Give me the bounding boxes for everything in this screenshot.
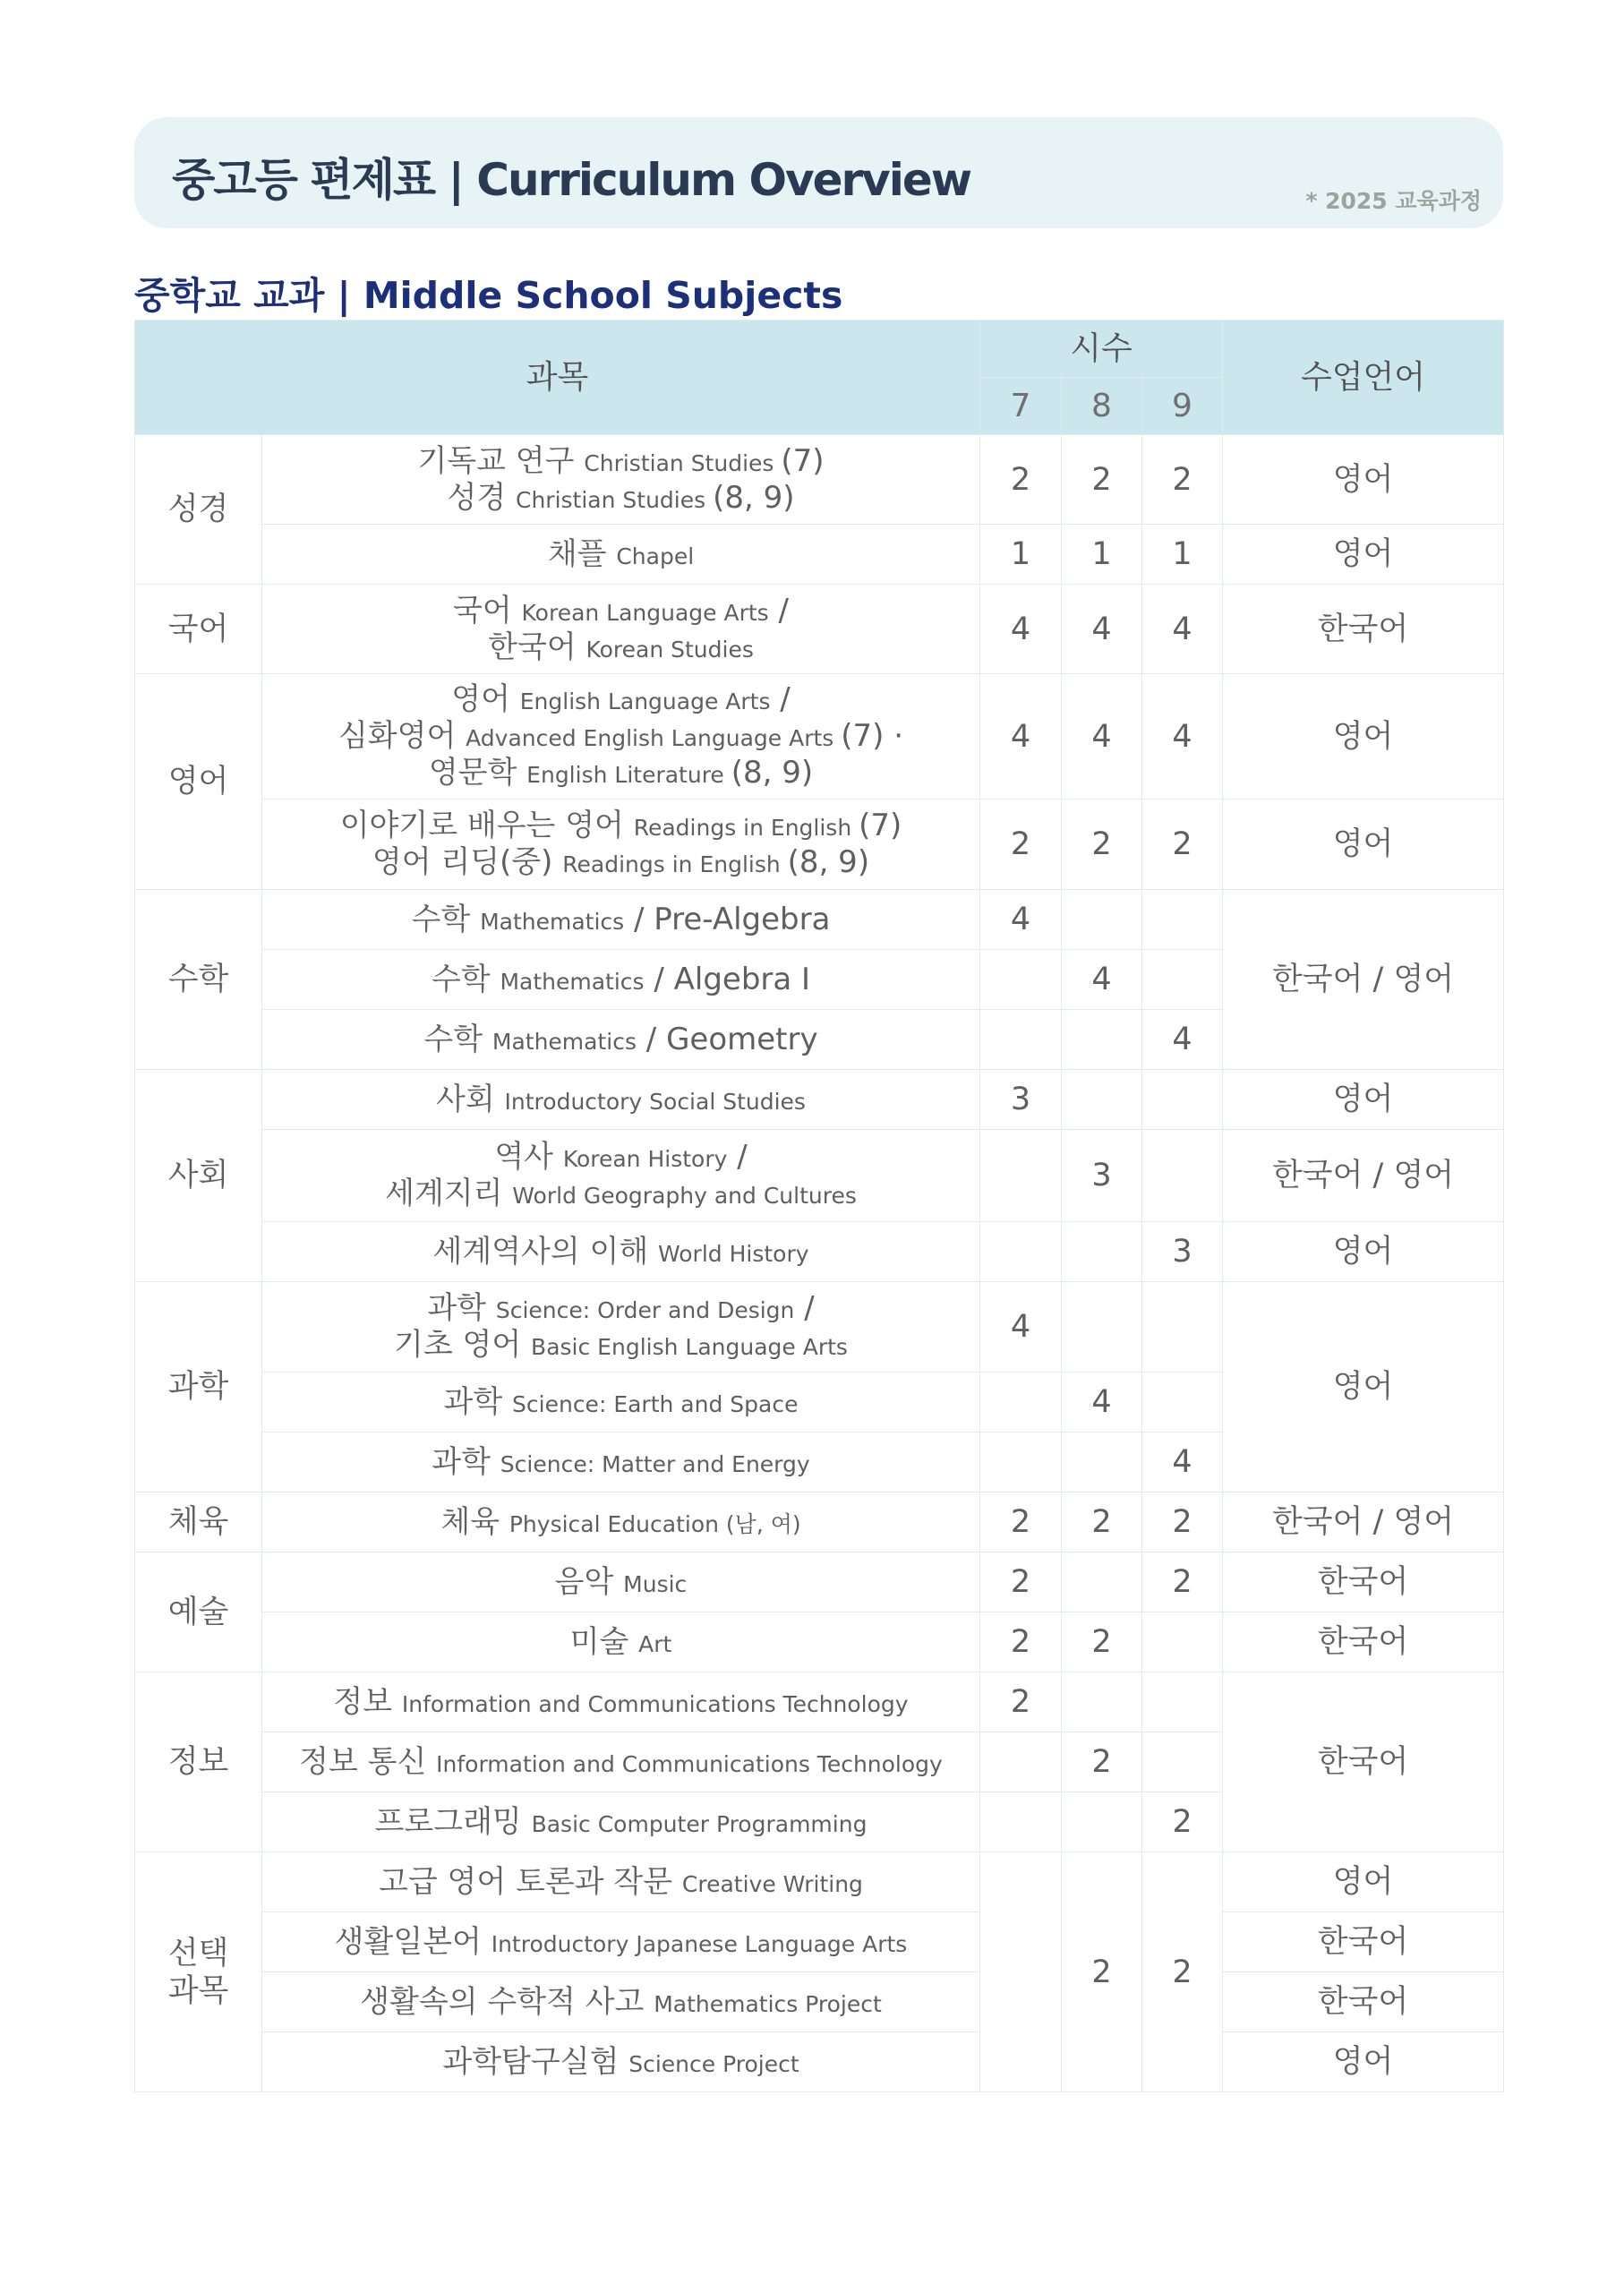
category-cell: 영어	[135, 674, 262, 890]
hours-cell	[1062, 1552, 1142, 1612]
hours-cell	[980, 1010, 1062, 1070]
hours-cell: 2	[980, 800, 1062, 890]
hours-cell	[980, 1130, 1062, 1222]
table-row	[135, 890, 1504, 950]
subject-cell: 정보 Information and Communications Technology	[262, 1672, 980, 1732]
hours-cell: 2	[980, 1612, 1062, 1672]
hours-cell: 3	[1142, 1222, 1223, 1282]
subject-cell: 생활속의 수학적 사고 Mathematics Project	[262, 1972, 980, 2032]
subject-cell: 역사 Korean History / 세계지리 World Geography and Cultures	[262, 1130, 980, 1222]
hours-cell: 2	[1062, 800, 1142, 890]
hours-cell: 4	[1062, 585, 1142, 674]
title-banner	[134, 117, 1503, 228]
hours-cell	[980, 950, 1062, 1010]
language-cell: 한국어	[1223, 1612, 1504, 1672]
hours-cell: 2	[1142, 800, 1223, 890]
hours-cell	[1062, 1282, 1142, 1373]
language-cell: 한국어	[1223, 1972, 1504, 2032]
language-cell: 한국어	[1223, 1912, 1504, 1972]
category-cell: 수학	[135, 890, 262, 1070]
hours-cell: 2	[980, 1672, 1062, 1732]
language-cell: 영어	[1223, 2032, 1504, 2092]
hours-cell	[1062, 1070, 1142, 1130]
subject-cell: 세계역사의 이해 World History	[262, 1222, 980, 1282]
hours-cell	[1142, 1282, 1223, 1373]
hours-cell	[1062, 1222, 1142, 1282]
subject-cell: 생활일본어 Introductory Japanese Language Arts	[262, 1912, 980, 1972]
language-cell: 영어	[1223, 1222, 1504, 1282]
section-title: 중학교 교과 | Middle School Subjects	[134, 274, 843, 317]
language-cell: 영어	[1223, 525, 1504, 585]
hours-cell: 3	[980, 1070, 1062, 1130]
subject-cell: 수학 Mathematics / Algebra I	[262, 950, 980, 1010]
hours-cell: 2	[980, 435, 1062, 525]
subject-cell: 미술 Art	[262, 1612, 980, 1672]
header-language: 수업언어	[1223, 321, 1504, 435]
category-cell: 체육	[135, 1492, 262, 1552]
table-row	[135, 1972, 1504, 2032]
hours-cell	[1062, 1010, 1142, 1070]
table-row	[135, 1612, 1504, 1672]
hours-cell: 4	[980, 674, 1062, 800]
hours-cell: 2	[980, 1552, 1062, 1612]
hours-cell	[1062, 1432, 1142, 1492]
language-cell: 영어	[1223, 674, 1504, 800]
subject-cell: 사회 Introductory Social Studies	[262, 1070, 980, 1130]
table-row	[135, 1552, 1504, 1612]
curriculum-table	[134, 320, 1504, 2092]
category-cell: 정보	[135, 1672, 262, 1852]
hours-cell: 4	[1142, 585, 1223, 674]
category-cell: 사회	[135, 1070, 262, 1282]
subject-cell: 채플 Chapel	[262, 525, 980, 585]
hours-cell: 2	[1142, 435, 1223, 525]
hours-cell: 1	[980, 525, 1062, 585]
subject-cell: 이야기로 배우는 영어 Readings in English (7) 영어 리딩(중) Readings in English (8, 9)	[262, 800, 980, 890]
hours-cell: 4	[980, 1282, 1062, 1373]
table-row	[135, 1222, 1504, 1282]
table-row	[135, 800, 1504, 890]
hours-cell	[1142, 1612, 1223, 1672]
subject-cell: 과학 Science: Matter and Energy	[262, 1432, 980, 1492]
hours-cell: 2	[1062, 1732, 1142, 1792]
hours-cell: 4	[1142, 674, 1223, 800]
subject-cell: 체육 Physical Education (남, 여)	[262, 1492, 980, 1552]
hours-cell: 1	[1142, 525, 1223, 585]
table-row	[135, 525, 1504, 585]
table-row	[135, 585, 1504, 674]
hours-cell	[1062, 1672, 1142, 1732]
subject-cell: 기독교 연구 Christian Studies (7) 성경 Christian Studies (8, 9)	[262, 435, 980, 525]
table-row	[135, 435, 1504, 525]
hours-cell: 2	[1142, 1792, 1223, 1852]
hours-cell: 2	[1062, 435, 1142, 525]
subject-cell: 음악 Music	[262, 1552, 980, 1612]
hours-cell: 4	[980, 585, 1062, 674]
subject-cell: 고급 영어 토론과 작문 Creative Writing	[262, 1852, 980, 1912]
hours-cell: 2	[1062, 1852, 1142, 2092]
category-cell: 선택 과목	[135, 1852, 262, 2092]
hours-cell: 2	[980, 1492, 1062, 1552]
hours-cell	[1142, 1130, 1223, 1222]
language-cell: 한국어 / 영어	[1223, 1130, 1504, 1222]
subject-cell: 수학 Mathematics / Pre-Algebra	[262, 890, 980, 950]
language-cell: 한국어	[1223, 1552, 1504, 1612]
curriculum-year-note: * 2025 교육과정	[1305, 188, 1482, 214]
subject-cell: 수학 Mathematics / Geometry	[262, 1010, 980, 1070]
subject-cell: 과학탐구실험 Science Project	[262, 2032, 980, 2092]
subject-cell: 프로그래밍 Basic Computer Programming	[262, 1792, 980, 1852]
hours-cell: 4	[1062, 674, 1142, 800]
hours-cell: 4	[1062, 950, 1142, 1010]
hours-cell: 4	[1062, 1373, 1142, 1432]
header-grade-8: 8	[1062, 378, 1142, 435]
hours-cell: 1	[1062, 525, 1142, 585]
hours-cell: 2	[1142, 1852, 1223, 2092]
page-title: 중고등 편제표 | Curriculum Overview	[172, 154, 971, 206]
table-row	[135, 674, 1504, 800]
category-cell: 성경	[135, 435, 262, 585]
language-cell: 영어	[1223, 800, 1504, 890]
table-row	[135, 2032, 1504, 2092]
hours-cell: 4	[1142, 1432, 1223, 1492]
language-cell: 영어	[1223, 1852, 1504, 1912]
hours-cell: 3	[1062, 1130, 1142, 1222]
subject-cell: 국어 Korean Language Arts / 한국어 Korean Studies	[262, 585, 980, 674]
hours-cell: 2	[1142, 1492, 1223, 1552]
language-cell: 영어	[1223, 435, 1504, 525]
table-row	[135, 1070, 1504, 1130]
hours-cell	[980, 1432, 1062, 1492]
hours-cell	[1142, 1373, 1223, 1432]
hours-cell	[1142, 950, 1223, 1010]
hours-cell: 2	[1142, 1552, 1223, 1612]
hours-cell: 2	[1062, 1612, 1142, 1672]
language-cell: 한국어 / 영어	[1223, 890, 1504, 1070]
hours-cell	[1142, 1732, 1223, 1792]
hours-cell	[980, 1732, 1062, 1792]
hours-cell	[1142, 890, 1223, 950]
category-cell: 과학	[135, 1282, 262, 1492]
subject-cell: 영어 English Language Arts / 심화영어 Advanced English Language Arts (7) · 영문학 English Literature (8, 9)	[262, 674, 980, 800]
language-cell: 한국어	[1223, 585, 1504, 674]
language-cell: 영어	[1223, 1282, 1504, 1492]
language-cell: 한국어	[1223, 1672, 1504, 1852]
hours-cell: 4	[1142, 1010, 1223, 1070]
table-row	[135, 1492, 1504, 1552]
category-cell: 예술	[135, 1552, 262, 1672]
hours-cell	[1142, 1070, 1223, 1130]
language-cell: 영어	[1223, 1070, 1504, 1130]
hours-cell	[1142, 1672, 1223, 1732]
table-row	[135, 1912, 1504, 1972]
category-cell: 국어	[135, 585, 262, 674]
table-row	[135, 1130, 1504, 1222]
language-cell: 한국어 / 영어	[1223, 1492, 1504, 1552]
subject-cell: 과학 Science: Earth and Space	[262, 1373, 980, 1432]
hours-cell	[980, 1222, 1062, 1282]
header-hours: 시수	[980, 321, 1223, 378]
table-row	[135, 1282, 1504, 1373]
header-subject: 과목	[135, 321, 980, 435]
subject-cell: 과학 Science: Order and Design / 기초 영어 Basic English Language Arts	[262, 1282, 980, 1373]
hours-cell	[1062, 1792, 1142, 1852]
table-row	[135, 1852, 1504, 1912]
hours-cell	[980, 1373, 1062, 1432]
hours-cell	[1062, 890, 1142, 950]
header-grade-9: 9	[1142, 378, 1223, 435]
hours-cell	[980, 1792, 1062, 1852]
hours-cell: 4	[980, 890, 1062, 950]
subject-cell: 정보 통신 Information and Communications Technology	[262, 1732, 980, 1792]
header-grade-7: 7	[980, 378, 1062, 435]
table-row	[135, 1672, 1504, 1732]
hours-cell	[980, 1852, 1062, 2092]
hours-cell: 2	[1062, 1492, 1142, 1552]
